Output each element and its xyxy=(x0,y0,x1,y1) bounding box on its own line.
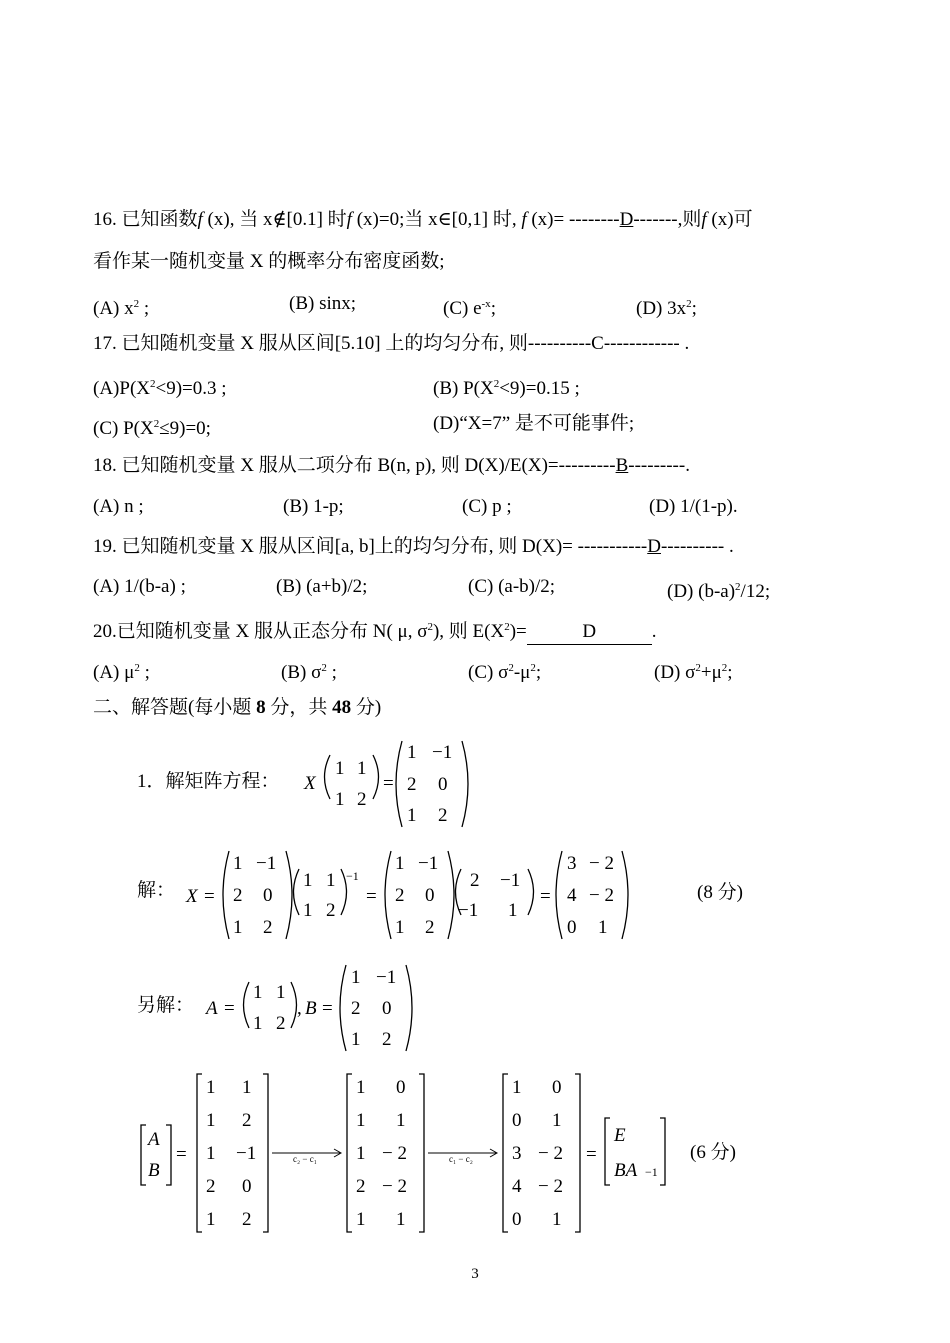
svg-text:,: , xyxy=(297,998,302,1019)
svg-text:1: 1 xyxy=(351,1029,361,1050)
svg-text:1: 1 xyxy=(512,1077,522,1098)
svg-text:− 2: − 2 xyxy=(538,1143,563,1164)
svg-text:− 2: − 2 xyxy=(382,1143,407,1164)
svg-text:1: 1 xyxy=(356,1209,366,1230)
svg-text:B: B xyxy=(305,998,317,1019)
svg-text:1: 1 xyxy=(396,1110,406,1131)
svg-text:1: 1 xyxy=(303,870,313,891)
svg-text:2: 2 xyxy=(470,870,480,891)
q20-option-d: (D) $\sigma^2+\mu^2$; xyxy=(654,662,733,683)
svg-text:−1: −1 xyxy=(376,967,397,988)
result-cell: 3 xyxy=(567,853,577,874)
result-cell: 1 xyxy=(598,917,608,938)
solution-x: X xyxy=(186,886,198,907)
svg-text:1: 1 xyxy=(253,982,263,1003)
svg-text:1: 1 xyxy=(253,1013,263,1034)
svg-text:=: = xyxy=(322,998,333,1019)
q19-option-c: (C) (a-b)/2; xyxy=(468,576,556,597)
svg-text:1: 1 xyxy=(552,1110,562,1131)
svg-text:−1: −1 xyxy=(645,1165,658,1179)
problem1-b-cell: 2 xyxy=(438,805,448,826)
svg-text:2: 2 xyxy=(395,885,405,906)
problem1-a-cell: 2 xyxy=(357,789,367,810)
svg-text:=: = xyxy=(224,998,235,1019)
svg-text:1: 1 xyxy=(233,853,243,874)
q19-answer: D xyxy=(647,536,661,557)
svg-text:2: 2 xyxy=(206,1176,216,1197)
problem1-b-cell: −1 xyxy=(432,742,453,763)
svg-text:−1: −1 xyxy=(256,853,277,874)
q18-option-c: (C) p ; xyxy=(462,496,512,517)
svg-text:1: 1 xyxy=(395,853,405,874)
q17-option-d: (D)“X=7” 是不可能事件; xyxy=(433,413,635,434)
q20-option-b: (B) $\sigma^2$ ; xyxy=(281,662,337,683)
svg-text:0: 0 xyxy=(552,1077,562,1098)
svg-text:2: 2 xyxy=(242,1110,252,1131)
svg-text:A: A xyxy=(148,1129,160,1150)
q16-answer: D xyxy=(619,209,634,230)
svg-text:1: 1 xyxy=(508,900,518,921)
svg-text:1: 1 xyxy=(396,1209,406,1230)
svg-text:1: 1 xyxy=(395,917,405,938)
arrow-1-label: c₂ − c₁ xyxy=(293,1154,317,1164)
page-number: 3 xyxy=(471,1266,479,1282)
q16-option-b: (B) sinx; xyxy=(289,293,357,314)
q18-option-d: (D) 1/(1-p). xyxy=(649,496,738,517)
problem1-a-cell: 1 xyxy=(357,758,367,779)
svg-text:1: 1 xyxy=(206,1110,216,1131)
svg-text:1: 1 xyxy=(356,1077,366,1098)
svg-text:−1: −1 xyxy=(346,869,359,883)
q16-line2: 看作某一随机变量 X 的概率分布密度函数; xyxy=(93,251,445,272)
svg-text:− 2: − 2 xyxy=(538,1176,563,1197)
svg-text:−1: −1 xyxy=(418,853,439,874)
problem1-b-cell: 1 xyxy=(407,742,417,763)
q20-option-c: (C) $\sigma^2-\mu^2$; xyxy=(468,662,542,683)
q18-option-b: (B) 1-p; xyxy=(283,496,344,517)
q19-option-a: (A) 1/(b-a) ; xyxy=(93,576,186,597)
q18-stem: 18. 已知随机变量 X 服从二项分布 B(n, p), 则 D(X)/E(X)=---------B---------. xyxy=(93,455,690,476)
q19-stem: 19. 已知随机变量 X 服从区间[a, b]上的均匀分布, 则 D(X)= -----------D---------- . xyxy=(93,536,734,557)
problem1-a-left-paren xyxy=(325,755,331,799)
svg-text:1: 1 xyxy=(326,870,336,891)
q19-option-d: (D) $(b-a)^2/12$; xyxy=(667,581,771,602)
svg-text:0: 0 xyxy=(242,1176,252,1197)
problem1-a-cell: 1 xyxy=(335,789,345,810)
q17-option-c: (C) $P(X^2\le 9)=0$; xyxy=(93,418,211,439)
solution-label: 解： xyxy=(137,880,176,901)
result-cell: 0 xyxy=(567,917,577,938)
problem1-b-cell: 0 xyxy=(438,774,448,795)
svg-text:1: 1 xyxy=(206,1209,216,1230)
svg-text:E: E xyxy=(614,1125,626,1146)
svg-text:1: 1 xyxy=(303,900,313,921)
svg-text:− 2: − 2 xyxy=(382,1176,407,1197)
svg-text:1: 1 xyxy=(552,1209,562,1230)
problem1-b-left-paren xyxy=(396,741,402,827)
q19-option-b: (B) (a+b)/2; xyxy=(276,576,368,597)
svg-text:B: B xyxy=(148,1160,160,1181)
problem1-b-right-paren xyxy=(462,741,468,827)
svg-text:=: = xyxy=(176,1144,187,1165)
alt-label: 另解： xyxy=(137,995,195,1016)
q17-option-b: (B) $P(X^2<9)=0.15$ ; xyxy=(433,378,580,399)
q17-option-a: $(A)P(X^2<9)=0.3$ ; xyxy=(93,378,227,399)
svg-text:−1: −1 xyxy=(458,900,479,921)
svg-text:−1: −1 xyxy=(500,870,521,891)
q17-stem: 17. 已知随机变量 X 服从区间[5.10] 上的均匀分布, 则----------C------------ . xyxy=(93,333,690,354)
svg-text:2: 2 xyxy=(233,885,243,906)
svg-text:A: A xyxy=(206,998,218,1019)
problem1-equals: = xyxy=(383,773,394,794)
svg-text:2: 2 xyxy=(326,900,336,921)
q16-option-a: (A) $x^2$ ; xyxy=(93,298,150,319)
arrow-2-label: c₁ − c₂ xyxy=(449,1154,473,1164)
problem1-a-right-paren xyxy=(373,755,379,799)
svg-text:0: 0 xyxy=(512,1209,522,1230)
svg-text:0: 0 xyxy=(263,885,273,906)
svg-text:2: 2 xyxy=(382,1029,392,1050)
q18-answer: B xyxy=(615,455,629,476)
solution-score: (8 分) xyxy=(697,882,743,903)
svg-text:0: 0 xyxy=(382,998,392,1019)
problem1-x: X xyxy=(304,773,316,794)
svg-text:2: 2 xyxy=(276,1013,286,1034)
svg-text:1: 1 xyxy=(206,1077,216,1098)
svg-text:=: = xyxy=(540,886,551,907)
svg-text:0: 0 xyxy=(425,885,435,906)
q16-line1: 16. 已知函数f (x), 当 x∉[0.1] 时f (x)=0;当 x∈[0,1] 时, f (x)= --------D-------,则f (x)可 xyxy=(93,209,753,230)
svg-text:2: 2 xyxy=(356,1176,366,1197)
augment-score: (6 分) xyxy=(690,1142,736,1163)
section-heading: 二、解答题(每小题 8 分，共 48 分) xyxy=(93,697,382,718)
problem1-b-cell: 2 xyxy=(407,774,417,795)
result-cell: 4 xyxy=(567,885,577,906)
q16-option-d: (D) $3x^2$; xyxy=(636,298,697,319)
problem1-a-cell: 1 xyxy=(335,758,345,779)
svg-text:1: 1 xyxy=(356,1110,366,1131)
q20-answer: D xyxy=(527,620,652,645)
svg-text:4: 4 xyxy=(512,1176,522,1197)
svg-text:−1: −1 xyxy=(236,1143,257,1164)
result-cell: − 2 xyxy=(589,885,614,906)
svg-text:3: 3 xyxy=(512,1143,522,1164)
q16-option-c: (C) $e^{-x}$; xyxy=(443,298,496,319)
svg-text:2: 2 xyxy=(425,917,435,938)
result-cell: − 2 xyxy=(589,853,614,874)
svg-text:0: 0 xyxy=(396,1077,406,1098)
svg-text:2: 2 xyxy=(263,917,273,938)
svg-text:0: 0 xyxy=(512,1110,522,1131)
svg-text:1: 1 xyxy=(233,917,243,938)
svg-text:1: 1 xyxy=(351,967,361,988)
svg-text:=: = xyxy=(366,886,377,907)
q18-option-a: (A) n ; xyxy=(93,496,144,517)
svg-text:2: 2 xyxy=(242,1209,252,1230)
q20-option-a: (A) $\mu^2$ ; xyxy=(93,662,150,683)
svg-text:1: 1 xyxy=(206,1143,216,1164)
svg-text:1: 1 xyxy=(242,1077,252,1098)
svg-text:BA: BA xyxy=(614,1160,638,1181)
problem1-label: 1．解矩阵方程： xyxy=(137,771,280,792)
svg-text:=: = xyxy=(586,1144,597,1165)
svg-text:2: 2 xyxy=(351,998,361,1019)
svg-text:1: 1 xyxy=(276,982,286,1003)
problem1-b-cell: 1 xyxy=(407,805,417,826)
q20-stem: 20.已知随机变量 X 服从正态分布 N( μ, $\sigma^2$), 则 $E(X^2)= D$ . xyxy=(93,615,656,645)
svg-text:1: 1 xyxy=(356,1143,366,1164)
svg-text:=: = xyxy=(204,886,215,907)
